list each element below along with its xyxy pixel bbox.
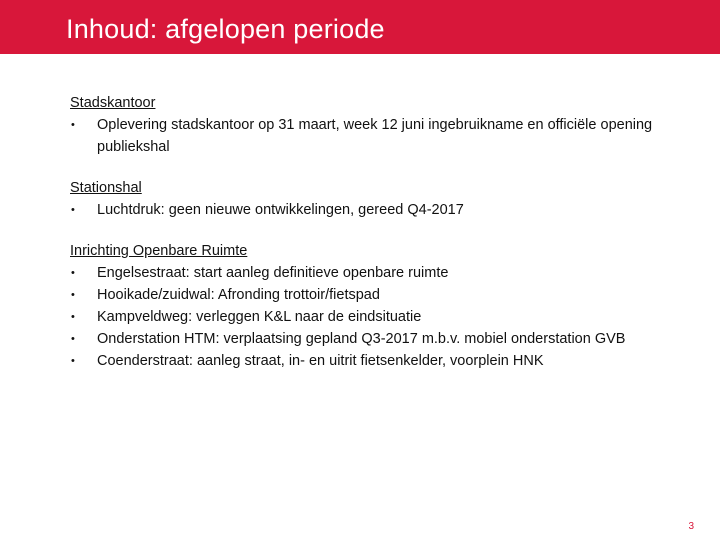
list-item	[70, 350, 715, 372]
bullet-icon: •	[71, 333, 75, 345]
list-item-text: Luchtdruk: geen nieuwe ontwikkelingen, gereed Q4-2017	[97, 202, 464, 218]
slide-content	[70, 92, 715, 391]
bullet-icon: •	[71, 119, 75, 131]
list-item	[70, 306, 715, 328]
title-bar	[0, 0, 720, 54]
list-item	[70, 199, 715, 221]
bullet-list	[70, 114, 715, 158]
list-item	[70, 114, 715, 158]
bullet-icon: •	[71, 355, 75, 367]
section-heading: Inrichting Openbare Ruimte	[70, 243, 248, 259]
list-item-text: Oplevering stadskantoor op 31 maart, week 12 juni ingebruikname en officiële opening publiekshal	[97, 117, 653, 155]
bullet-icon: •	[71, 311, 75, 323]
section-inrichting-openbare-ruimte	[70, 240, 715, 372]
bullet-icon: •	[71, 204, 75, 216]
list-item-text: Engelsestraat: start aanleg definitieve openbare ruimte	[97, 265, 449, 281]
section-heading: Stationshal	[70, 180, 142, 196]
list-item-text: Coenderstraat: aanleg straat, in- en uitrit fietsenkelder, voorplein HNK	[97, 353, 544, 369]
list-item	[70, 284, 715, 306]
bullet-list	[70, 262, 715, 372]
list-item-text: Hooikade/zuidwal: Afronding trottoir/fietspad	[97, 287, 380, 303]
bullet-list	[70, 199, 715, 221]
bullet-icon: •	[71, 289, 75, 301]
slide-title: Inhoud: afgelopen periode	[66, 14, 385, 44]
section-stadskantoor	[70, 92, 715, 158]
page-number: 3	[688, 521, 694, 532]
section-heading: Stadskantoor	[70, 95, 156, 111]
list-item	[70, 328, 715, 350]
section-stationshal	[70, 177, 715, 221]
bullet-icon: •	[71, 267, 75, 279]
list-item-text: Kampveldweg: verleggen K&L naar de eindsituatie	[97, 309, 422, 325]
list-item-text: Onderstation HTM: verplaatsing gepland Q3-2017 m.b.v. mobiel onderstation GVB	[97, 331, 626, 347]
list-item	[70, 262, 715, 284]
